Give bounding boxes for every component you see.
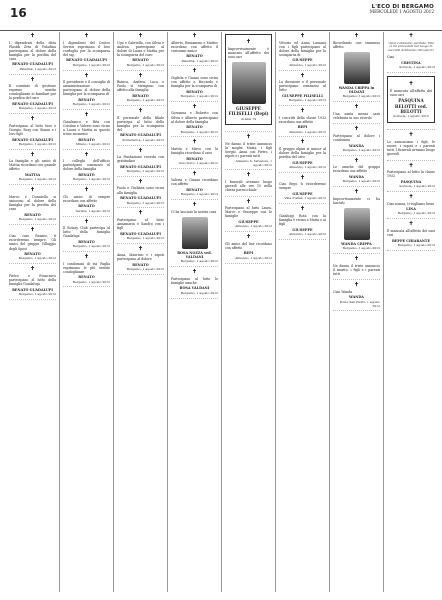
notice-text: Ciao Wanda (333, 289, 353, 294)
deceased-name: RENATO (78, 239, 95, 244)
notice-text: Pietro e Francesco partecipano al lutto della famiglia Guadalupi (9, 273, 56, 286)
notice-signature: Bergamo, 1 agosto 2012 (126, 169, 164, 174)
notice-signature: Bergamo, 1 agosto 2012 (18, 106, 56, 111)
cross-icon: ✝ (138, 72, 143, 79)
deceased-name: ROSA NOZZA ved. VALDANI (177, 250, 212, 260)
notice-signature: Bergamo, 1 agosto 2012 (18, 291, 56, 296)
cross-icon: ✝ (138, 33, 143, 39)
notice-text: Il Rotary Club partecipa al lutto della famiglia Guadalupi (63, 226, 110, 239)
deceased-name: RENATO GUADALUPI (12, 137, 53, 142)
notice-text: Le amiche del gruppo ricordano con affetto (333, 165, 380, 174)
notice-signature: Bergamo, 1 agosto 2012 (342, 179, 380, 184)
deceased-name: RENATO (186, 54, 203, 59)
notice-signature: Almenno S. Salvatore, 1 agosto 2012 (235, 158, 272, 167)
deceased-name: CRISTINA (401, 60, 421, 65)
notice-text: Vittorio ed Anna Lussana con i figli partecipano al dolore della famiglia per la scomparsa di (279, 40, 326, 57)
notice-text: Anna, Maurizio e i nipoti partecipano al dolore (117, 253, 164, 262)
notice-signature: Bergamo, 1 agosto 2012 (180, 129, 218, 134)
death-notice (225, 235, 272, 263)
death-notice (225, 34, 272, 132)
notice-signature: Bergamo, 1 agosto 2012 (72, 279, 110, 284)
deceased-name: RENATO (78, 97, 95, 102)
notice-signature: Paladina, 1 agosto 2012 (181, 58, 218, 63)
death-notice (117, 247, 164, 275)
cross-icon: ✝ (192, 269, 197, 276)
deceased-name: BEPI (297, 125, 308, 130)
cross-icon: ✝ (246, 39, 251, 45)
notice-signature: Almenno, 1 agosto 2012 (235, 224, 272, 229)
cross-icon: ✝ (30, 33, 35, 39)
death-notice (9, 78, 56, 115)
notice-text: Il comitato di gestione esprime sentite condoglianze ai familiari per la perdita del caro (9, 84, 56, 101)
deceased-name: RENATO (24, 212, 41, 217)
notice-text: Partecipano al lutto Laura, Marco e Giuseppe con le famiglie (225, 206, 272, 219)
portrait-photo (232, 62, 266, 104)
death-notice (333, 34, 380, 102)
notice-signature: Bergamo, 1 agosto 2012 (18, 141, 56, 146)
death-notice (9, 228, 56, 265)
cross-icon: ✝ (300, 33, 305, 39)
cross-icon: ✝ (246, 198, 251, 205)
issue-date: MERCOLEDÌ 1 AGOSTO 2012 (369, 9, 434, 15)
notice-text: È mancata all'affetto dei suoi cari (387, 228, 435, 237)
deceased-name: GIUSEPPE (292, 192, 313, 197)
notice-text: La direzione e il personale partecipano commossi al lutto (279, 80, 326, 93)
death-notice (333, 105, 380, 124)
deceased-name: BEPI (243, 251, 254, 256)
notice-signature: Sorisole, 1 agosto 2012 (393, 114, 429, 119)
cross-icon: ✝ (138, 210, 143, 217)
notice-text: I coscritti della classe 1933 ricordano con affetto (279, 115, 326, 124)
cross-icon: ✝ (408, 81, 414, 88)
death-notice (63, 74, 110, 111)
cross-icon: ✝ (192, 68, 197, 75)
column-8 (384, 32, 438, 592)
death-notice (63, 34, 110, 71)
notice-signature: Bergamo, 1 agosto 2012 (18, 216, 56, 221)
portrait-photo (344, 208, 370, 240)
deceased-name: RENATO GUADALUPI (66, 58, 107, 63)
notice-signature: Almenno, 1 agosto 2012 (289, 129, 326, 134)
notice-text: La Fondazione ricorda con gratitudine (117, 155, 164, 164)
notice-signature: Sorisole, 1 agosto 2012 (399, 184, 435, 189)
death-notice (279, 207, 326, 239)
notice-signature: Paladina, 1 agosto 2012 (19, 66, 56, 71)
deceased-name: GIUSEPPE FILISELLI (282, 93, 323, 98)
death-notice (279, 34, 326, 71)
death-notice (387, 164, 435, 192)
notice-signature: Bergamo, 1 agosto 2012 (18, 177, 56, 182)
death-notice (63, 188, 110, 216)
notice-text: Ciao caro Renato, ti ricorderemo sempre. Gli amici del gruppo Villaggio degli Sposi (9, 234, 56, 251)
notice-text: Ciao Bepi, ti ricorderemo sempre (279, 182, 326, 191)
deceased-name: RENATO (24, 252, 41, 257)
notice-signature: Sorisole, 1 agosto 2012 (399, 65, 435, 70)
notice-signature: Bergamo, 1 agosto 2012 (180, 94, 218, 99)
cross-icon: ✝ (84, 72, 89, 79)
deceased-name: WANDA (349, 295, 364, 300)
cross-icon: ✝ (84, 151, 89, 158)
deceased-name: WANDA CRIPPA in OLDANI (338, 85, 375, 95)
death-notice (387, 133, 435, 160)
notice-text: I dipendenti della ditta Plastik Zeta di Paladina partecipano al dolore della famiglia per la perdita del caro (9, 40, 56, 61)
deceased-name: GIUSEPPE FILISELLI (Bepi) (228, 105, 269, 117)
notice-box (225, 34, 272, 125)
cross-icon: ✝ (138, 178, 143, 185)
notice-signature: Almenno, 1 agosto 2012 (289, 231, 326, 236)
notice-text: Alberto, Beniamino e Matteo ricordano con affetto il carissimo amico (171, 40, 218, 53)
cross-icon: ✝ (300, 174, 305, 181)
notice-text: Partecipano al lutto Annamaria e Sandro con i figli (117, 217, 164, 231)
deceased-name: WANDA (349, 143, 364, 148)
cross-icon: ✝ (354, 33, 359, 39)
notice-signature: Ponteranica, 1 agosto 2012 (122, 137, 164, 142)
death-notice (9, 153, 56, 185)
notice-text: Ci ha lasciato la nostra cara (171, 209, 217, 214)
newspaper-name: L'ECO DI BERGAMO (371, 4, 434, 10)
notice-text: I dipendenti del Centro Servizi esprimono il loro cordoglio per la scomparsa del sig. (63, 40, 110, 57)
cross-icon: ✝ (30, 226, 35, 233)
death-notice (63, 113, 110, 150)
cross-icon: ✝ (354, 282, 359, 289)
death-notice (225, 200, 272, 232)
death-notice (225, 173, 272, 196)
column-7 (330, 32, 384, 592)
notice-text: Ciao nonna, ti vogliamo bene (387, 201, 435, 206)
deceased-name: RENATO (78, 204, 95, 209)
cross-icon: ✝ (354, 157, 359, 164)
notice-text: Partecipano al lutto la classe 1932 (387, 170, 435, 179)
cross-icon: ✝ (246, 234, 251, 241)
notice-signature: Bergamo, 1 agosto 2012 (126, 267, 164, 272)
cross-icon: ✝ (138, 147, 143, 154)
cross-icon: ✝ (354, 104, 359, 111)
cross-icon: ✝ (192, 103, 197, 110)
notice-text: Gianfranco e Rita con Cristina e Valerio sono vicini a Laura e Mattia in questo triste momento (63, 119, 110, 136)
death-notice (9, 117, 56, 149)
deceased-name: RENATO GUADALUPI (12, 102, 53, 107)
death-notice (279, 176, 326, 204)
death-notice (333, 159, 380, 187)
notice-text: Il personale della filiale partecipa al lutto della famiglia per la scomparsa del (117, 115, 164, 132)
notice-text: Mattia e Mirco con la famiglia ricordano il caro (171, 146, 218, 155)
notice-box (387, 76, 435, 123)
cross-icon: ✝ (408, 162, 414, 169)
cross-icon: ✝ (408, 132, 414, 139)
deceased-name: BEPPE CHIARANTE (391, 238, 431, 243)
death-notice (171, 69, 218, 101)
notice-signature: Bergamo, 1 agosto 2012 (342, 94, 380, 99)
obituary-columns (6, 32, 438, 592)
notice-signature: Bergamo, 1 agosto 2012 (288, 98, 326, 103)
notice-signature: Bergamo, 1 agosto 2012 (126, 98, 164, 103)
cross-icon: ✝ (192, 170, 197, 177)
cross-icon: ✝ (354, 256, 359, 263)
deceased-name: RENATO GUADALUPI (12, 287, 53, 292)
notice-text: Gli amici del bar ricordano con affetto (225, 241, 272, 250)
memorial-quote: «Non l'abbiamo perduta. Ella ci ha preceduti nel luogo in cui tutti dobbiamo ritrovarci» (387, 40, 435, 53)
cross-icon: ✝ (84, 187, 89, 194)
notice-signature: Bergamo, 1 agosto 2012 (342, 246, 380, 251)
notice-text: La famiglia e gli amici di Mattia ricordano con grande affetto (9, 159, 56, 172)
death-notice (117, 109, 164, 146)
cross-icon: ✝ (300, 108, 305, 115)
notice-signature: Bergamo, 1 agosto 2012 (180, 290, 218, 295)
notice-text: Ne danno il triste annuncio il marito, i figli e i parenti tutti (333, 263, 380, 276)
cross-icon: ✝ (246, 172, 251, 179)
notice-signature: Bergamo, 1 agosto 2012 (397, 211, 435, 216)
notice-text: Valeria e Gianni ricordano con affetto (171, 178, 218, 187)
death-notice (117, 149, 164, 177)
cross-icon: ✝ (84, 33, 89, 39)
cross-icon: ✝ (30, 187, 35, 194)
notice-signature: Bergamo, 1 agosto 2012 (18, 256, 56, 261)
notice-signature: di anni 79 (240, 116, 257, 121)
cross-icon: ✝ (84, 218, 89, 225)
notice-text: Improvvisamente ci ha lasciati (333, 196, 380, 205)
column-5 (222, 32, 276, 592)
notice-signature: Bergamo, 1 agosto 2012 (180, 259, 218, 264)
notice-text: Il presidente e il consiglio di amministrazione partecipano al dolore della famiglia per la scomparsa di (63, 80, 110, 97)
cross-icon: ✝ (246, 134, 251, 141)
cross-icon: ✝ (30, 116, 35, 123)
cross-icon: ✝ (300, 139, 305, 146)
notice-signature: Bergamo, 1 agosto 2012 (397, 242, 435, 247)
death-notice (63, 153, 110, 185)
deceased-name: WANDA (349, 174, 364, 179)
notice-text: Ricordando con immenso affetto (333, 40, 380, 49)
column-1 (6, 32, 60, 592)
death-notice (63, 255, 110, 287)
notice-signature: Bergamo, 1 agosto 2012 (180, 192, 218, 197)
cross-icon: ✝ (30, 151, 35, 158)
cross-icon: ✝ (354, 189, 359, 196)
notice-text: I funerali avranno luogo giovedì alle ore 10 nella chiesa parrocchiale (225, 179, 272, 193)
cross-icon: ✝ (84, 254, 89, 260)
death-notice (387, 195, 435, 219)
notice-signature: Bergamo, 1 agosto 2012 (72, 244, 110, 249)
cross-icon: ✝ (300, 206, 305, 213)
notice-text: Improvvisamente è mancato all'affetto dei suoi cari (228, 46, 269, 59)
death-notice (333, 190, 380, 254)
deceased-name: GIUSEPPE (238, 219, 259, 224)
notice-signature: Bergamo, 1 agosto 2012 (126, 235, 164, 240)
notice-text: Paolo e Giuliana sono vicini alla famiglia (117, 186, 164, 195)
notice-signature: Milano, 1 agosto 2012 (76, 141, 110, 146)
notice-text: Il gruppo alpini si unisce al dolore della famiglia per la perdita del caro (279, 146, 326, 160)
notice-text: Una santa messa sarà celebrata in suo ricordo (333, 111, 380, 120)
column-4 (168, 32, 222, 592)
death-notice (63, 220, 110, 252)
deceased-name: RENATO (78, 137, 95, 142)
death-notice (171, 140, 218, 168)
notice-text: Gigliola e Gianni sono vicini con affetto a Riccardo e famiglia per la scomparsa di (171, 75, 218, 89)
deceased-name: RENATO (132, 93, 149, 98)
notice-text: Ciao (387, 55, 395, 60)
page-header (0, 0, 442, 31)
notice-text: È mancata all'affetto dei suoi cari (390, 88, 432, 97)
deceased-name: RENATO GUADALUPI (120, 133, 161, 138)
deceased-name: GIUSEPPE (292, 227, 313, 232)
deceased-name: RENATO (132, 58, 149, 63)
notice-text: Ne danno il triste annuncio la moglie Maria, i figli Sergio, Anna con Pietro, i nipoti e i parenti tutti (225, 141, 272, 159)
cross-icon: ✝ (192, 33, 197, 39)
deceased-name: PASQUINA BELOTTI ved. BELOTTI (394, 98, 428, 115)
notice-text: Lo annunciano i figli, le nuore, i nipoti e i parenti tutti. I funerali avranno luogo giovedì (387, 139, 435, 157)
cross-icon: ✝ (408, 194, 414, 201)
portrait-photo (182, 217, 208, 249)
death-notice (333, 127, 380, 155)
deceased-name: MATTIA (24, 172, 41, 177)
death-notice (171, 203, 218, 267)
death-notice (225, 135, 272, 170)
death-notice (387, 222, 435, 250)
death-notice (279, 74, 326, 106)
notice-signature: Osio Sotto, 1 agosto 2012 (178, 160, 218, 165)
notice-signature: Bergamo, 1 agosto 2012 (126, 200, 164, 205)
deceased-name: RENATO GUADALUPI (120, 196, 161, 201)
death-notice (171, 172, 218, 200)
death-notice (9, 188, 56, 225)
death-notice (171, 34, 218, 66)
notice-text: Bianca, Andrea, Luca e Paolo si stringono con affetto alla famiglia (117, 80, 164, 93)
notice-signature: Almenno, 1 agosto 2012 (235, 255, 272, 260)
deceased-name: ROSA VALDANI (179, 286, 210, 291)
notice-text: Partecipano al dolore i condomini (333, 133, 380, 143)
deceased-name: RENATO GUADALUPI (120, 164, 161, 169)
death-notice (117, 74, 164, 106)
notice-signature: Bergamo, 1 agosto 2012 (126, 62, 164, 67)
deceased-name: RENATO (186, 89, 203, 94)
notice-text: Gli amici di sempre ricordano con affetto (63, 194, 110, 203)
notice-text: I condomini di via Paglia esprimono le più sentite condoglianze (63, 261, 110, 274)
death-notice (117, 180, 164, 208)
column-3 (114, 32, 168, 592)
notice-text: Gianluigi Rota con la famiglia è vicino a Maria e ai figli (279, 213, 326, 226)
notice-text: Partecipano al lutto Ines e Giorgio, Rosy con Gianni e i loro figli (9, 123, 56, 136)
death-notice (279, 140, 326, 172)
cross-icon: ✝ (84, 112, 89, 119)
deceased-name: RENATO (186, 187, 203, 192)
deceased-name: RENATO GUADALUPI (120, 231, 161, 236)
death-notice (279, 109, 326, 137)
death-notice (117, 34, 164, 71)
death-notice (171, 105, 218, 137)
death-notice (333, 257, 380, 280)
notice-signature: Seriate, 1 agosto 2012 (75, 208, 110, 213)
notice-signature: Almenno, 1 agosto 2012 (289, 62, 326, 67)
notice-text: Marco e Donatella si uniscono al dolore della famiglia per la perdita del caro (9, 194, 56, 211)
masthead (370, 4, 434, 15)
notice-signature: Bergamo, 1 agosto 2012 (72, 177, 110, 182)
page-number: 16 (10, 6, 27, 20)
death-notice (387, 34, 435, 73)
notice-signature: Bergamo, 1 agosto 2012 (72, 62, 110, 67)
deceased-name: GIUSEPPE (292, 58, 313, 63)
column-2 (60, 32, 114, 592)
deceased-name: WANDA CRIPPA (341, 241, 372, 246)
deceased-name: RENATO (78, 275, 95, 280)
death-notice (9, 34, 56, 75)
notice-text: Partecipano al lutto le famiglie amiche (171, 276, 218, 285)
notice-signature: Villa d'Almè, 1 agosto 2012 (284, 196, 326, 201)
deceased-name: RENATO (132, 263, 149, 267)
cross-icon: ✝ (354, 126, 359, 133)
cross-icon: ✝ (138, 108, 143, 115)
deceased-name: GIUSEPPE (292, 160, 313, 165)
deceased-name: PASQUINA (400, 179, 422, 184)
notice-signature: Ponte San Pietro, 1 agosto 2012 (339, 299, 380, 308)
notice-signature: Almenno, 1 agosto 2012 (289, 165, 326, 170)
death-notice (171, 270, 218, 298)
cross-icon: ✝ (192, 139, 197, 146)
death-notice (9, 267, 56, 299)
notice-signature: Bergamo, 1 agosto 2012 (72, 102, 110, 107)
death-notice (117, 211, 164, 243)
notice-text: I colleghi dell'ufficio partecipano commossi al dolore della famiglia (63, 159, 110, 172)
column-6 (276, 32, 330, 592)
notice-text: Ugo e Gabriella, con Silvia e Andrea, partecipano al dolore di Laura e Mattia per la scomparsa del caro (117, 40, 164, 57)
notice-text: Giovanna e Roberto con Silvia e Alberto partecipano al dolore della famiglia (171, 111, 218, 124)
notice-signature: Bergamo, 1 agosto 2012 (342, 147, 380, 152)
cross-icon: ✝ (30, 76, 35, 83)
cross-icon: ✝ (30, 266, 35, 273)
portrait-photo (344, 52, 370, 84)
cross-icon: ✝ (300, 72, 305, 79)
deceased-name: RENATO GUADALUPI (12, 62, 53, 67)
deceased-name: RENATO (186, 125, 203, 130)
cross-icon: ✝ (408, 221, 414, 228)
death-notice (387, 76, 435, 130)
cross-icon: ✝ (192, 202, 197, 209)
deceased-name: RENATO (186, 156, 203, 161)
death-notice (333, 283, 380, 311)
cross-icon: ✝ (138, 245, 143, 252)
cross-icon: ✝ (408, 33, 414, 39)
deceased-name: LINA (406, 207, 416, 212)
deceased-name: RENATO (78, 172, 95, 177)
